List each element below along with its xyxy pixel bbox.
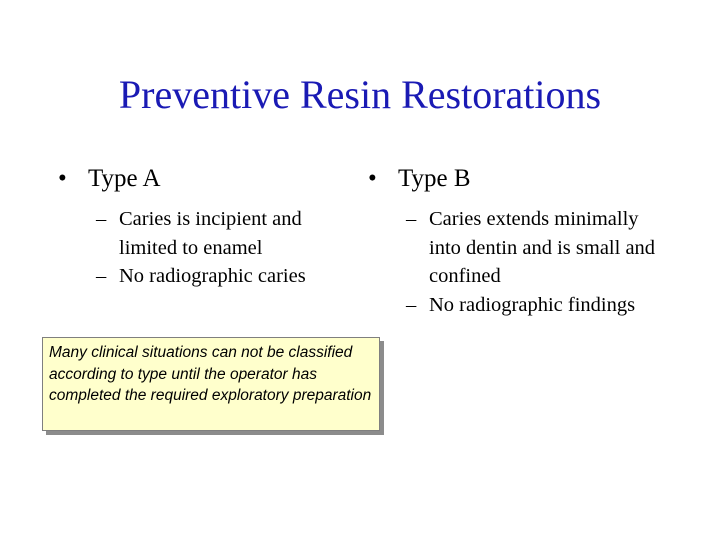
type-a-column [58, 163, 358, 291]
slide-title: Preventive Resin Restorations [118, 72, 602, 117]
note-callout: Many clinical situations can not be classified according to type until the operator has completed the required exploratory preparation [42, 337, 380, 431]
dash-icon: – [406, 293, 417, 316]
type-b-heading [368, 163, 668, 195]
dash-icon: – [406, 208, 417, 230]
list-item-text: Caries extends minimally into dentin and is small and confined [429, 208, 656, 287]
list-item-text: No radiographic caries [119, 265, 306, 287]
bullet-icon: • [58, 165, 67, 192]
list-item [368, 291, 668, 320]
type-b-list [368, 205, 668, 319]
type-a-heading [58, 163, 358, 195]
type-a-list [58, 205, 358, 291]
list-item-text: No radiographic findings [429, 293, 636, 316]
dash-icon: – [96, 208, 107, 230]
dash-icon: – [96, 265, 107, 287]
type-b-column [368, 163, 668, 319]
type-b-heading-text: Type B [398, 165, 471, 192]
list-item-text: Caries is incipient and limited to enamel [119, 208, 302, 259]
bullet-icon: • [368, 165, 377, 192]
list-item [368, 205, 668, 291]
list-item [58, 205, 358, 262]
list-item [58, 262, 358, 291]
type-a-heading-text: Type A [88, 165, 161, 192]
